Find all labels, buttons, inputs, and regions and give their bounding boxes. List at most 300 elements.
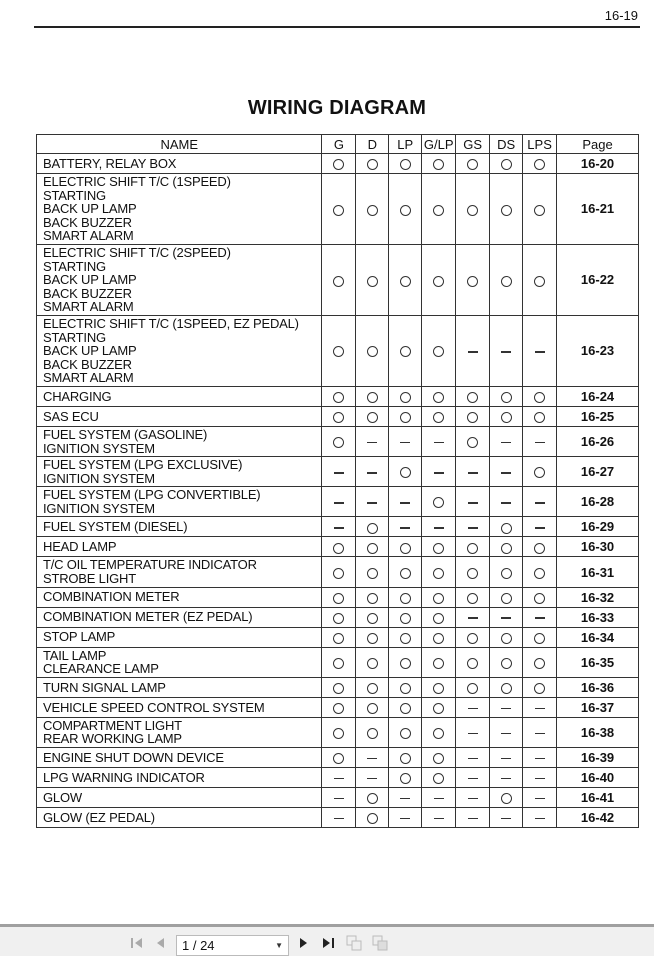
applicability-cell-lps <box>523 587 557 607</box>
applicable-circle-icon <box>467 412 478 423</box>
row-name-line: BACK BUZZER <box>43 285 132 301</box>
applicability-cell-g-lp <box>422 557 456 587</box>
applicable-circle-icon <box>467 543 478 554</box>
applicable-circle-icon <box>433 159 444 170</box>
not-applicable-dash-icon <box>535 778 545 780</box>
applicable-circle-icon <box>433 346 444 357</box>
applicable-circle-icon <box>501 412 512 423</box>
applicable-circle-icon <box>400 467 411 478</box>
not-applicable-dash-icon <box>535 502 545 504</box>
not-applicable-dash-icon <box>535 617 545 619</box>
applicable-circle-icon <box>367 728 378 739</box>
applicability-cell-g <box>322 457 356 487</box>
page-indicator: 1 / 24 <box>182 938 215 953</box>
applicable-circle-icon <box>534 205 545 216</box>
row-name-cell <box>37 647 322 677</box>
not-applicable-dash-icon <box>468 617 478 619</box>
row-name-cell <box>37 315 322 386</box>
row-name-cell <box>37 406 322 426</box>
table-row <box>37 537 639 557</box>
column-header-d: D <box>356 135 389 154</box>
applicable-circle-icon <box>534 276 545 287</box>
applicable-circle-icon <box>433 613 444 624</box>
applicability-cell-d <box>356 386 389 406</box>
applicable-circle-icon <box>433 568 444 579</box>
row-name-line: GLOW (EZ PEDAL) <box>43 809 155 825</box>
applicable-circle-icon <box>333 205 344 216</box>
not-applicable-dash-icon <box>434 442 444 444</box>
applicability-cell-g-lp <box>422 487 456 517</box>
row-name-line: BACK UP LAMP <box>43 343 137 359</box>
applicability-cell-lp <box>389 768 422 788</box>
applicability-cell-lp <box>389 717 422 747</box>
applicable-circle-icon <box>501 658 512 669</box>
not-applicable-dash-icon <box>468 778 478 780</box>
row-name-line: REAR WORKING LAMP <box>43 731 182 747</box>
applicability-cell-ds <box>490 244 523 315</box>
applicability-cell-d <box>356 517 389 537</box>
applicability-cell-g-lp <box>422 386 456 406</box>
applicable-circle-icon <box>367 613 378 624</box>
page-reference-cell: 16-26 <box>557 426 639 456</box>
page-reference-cell: 16-38 <box>557 717 639 747</box>
applicable-circle-icon <box>367 658 378 669</box>
applicability-cell-d <box>356 487 389 517</box>
not-applicable-dash-icon <box>501 502 511 504</box>
applicable-circle-icon <box>433 703 444 714</box>
applicability-cell-d <box>356 788 389 808</box>
applicable-circle-icon <box>467 437 478 448</box>
table-header-row <box>37 135 639 154</box>
applicability-cell-d <box>356 647 389 677</box>
applicable-circle-icon <box>400 683 411 694</box>
row-name-line: TURN SIGNAL LAMP <box>43 679 166 695</box>
applicable-circle-icon <box>433 593 444 604</box>
applicable-circle-icon <box>333 568 344 579</box>
applicable-circle-icon <box>367 813 378 824</box>
column-header-page: Page <box>557 135 639 154</box>
applicability-cell-g-lp <box>422 788 456 808</box>
applicability-cell-g <box>322 748 356 768</box>
rotate-left-icon[interactable] <box>346 935 362 954</box>
not-applicable-dash-icon <box>535 733 545 735</box>
applicability-cell-gs <box>456 647 490 677</box>
wiring-diagram-table <box>36 134 639 828</box>
applicability-cell-g-lp <box>422 697 456 717</box>
applicable-circle-icon <box>501 159 512 170</box>
applicable-circle-icon <box>367 568 378 579</box>
not-applicable-dash-icon <box>468 351 478 353</box>
applicability-cell-gs <box>456 607 490 627</box>
page-reference-cell: 16-41 <box>557 788 639 808</box>
row-name-cell <box>37 557 322 587</box>
applicability-cell-d <box>356 174 389 245</box>
applicable-circle-icon <box>467 683 478 694</box>
page-reference-cell: 16-20 <box>557 154 639 174</box>
applicable-circle-icon <box>367 412 378 423</box>
applicable-circle-icon <box>400 633 411 644</box>
not-applicable-dash-icon <box>501 351 511 353</box>
row-name-line: ELECTRIC SHIFT T/C (1SPEED, EZ PEDAL) <box>43 315 299 331</box>
applicability-cell-ds <box>490 315 523 386</box>
applicability-cell-lps <box>523 315 557 386</box>
applicability-cell-ds <box>490 457 523 487</box>
applicability-cell-g <box>322 154 356 174</box>
applicability-cell-gs <box>456 748 490 768</box>
applicable-circle-icon <box>367 392 378 403</box>
applicability-cell-ds <box>490 717 523 747</box>
applicability-cell-lps <box>523 677 557 697</box>
not-applicable-dash-icon <box>367 472 377 474</box>
header-rule <box>34 26 640 28</box>
column-header-lps: LPS <box>523 135 557 154</box>
applicability-cell-g <box>322 808 356 828</box>
not-applicable-dash-icon <box>434 472 444 474</box>
applicability-cell-lps <box>523 154 557 174</box>
applicable-circle-icon <box>367 346 378 357</box>
row-name-line: COMBINATION METER <box>43 589 180 605</box>
applicable-circle-icon <box>400 593 411 604</box>
page-reference-cell: 16-34 <box>557 627 639 647</box>
applicability-cell-gs <box>456 677 490 697</box>
applicability-cell-g <box>322 174 356 245</box>
column-header-gs: GS <box>456 135 490 154</box>
applicability-cell-g <box>322 587 356 607</box>
row-name-cell <box>37 748 322 768</box>
not-applicable-dash-icon <box>367 442 377 444</box>
applicable-circle-icon <box>467 593 478 604</box>
applicability-cell-ds <box>490 587 523 607</box>
not-applicable-dash-icon <box>501 778 511 780</box>
applicability-cell-lp <box>389 174 422 245</box>
not-applicable-dash-icon <box>535 758 545 760</box>
applicability-cell-g-lp <box>422 607 456 627</box>
applicability-cell-lps <box>523 808 557 828</box>
not-applicable-dash-icon <box>334 502 344 504</box>
previous-page-icon[interactable] <box>155 937 165 952</box>
applicable-circle-icon <box>501 276 512 287</box>
document-title: WIRING DIAGRAM <box>247 97 427 119</box>
applicability-cell-g <box>322 244 356 315</box>
applicability-cell-d <box>356 607 389 627</box>
page-reference-cell: 16-21 <box>557 174 639 245</box>
applicable-circle-icon <box>501 793 512 804</box>
applicability-cell-g-lp <box>422 748 456 768</box>
row-name-line: COMBINATION METER (EZ PEDAL) <box>43 609 253 625</box>
applicable-circle-icon <box>400 613 411 624</box>
chevron-down-icon: ▼ <box>275 941 283 950</box>
applicability-cell-ds <box>490 748 523 768</box>
applicable-circle-icon <box>333 658 344 669</box>
table-row <box>37 244 639 315</box>
applicable-circle-icon <box>400 658 411 669</box>
applicability-cell-lps <box>523 647 557 677</box>
not-applicable-dash-icon <box>535 798 545 800</box>
row-name-line: FUEL SYSTEM (DIESEL) <box>43 519 188 535</box>
applicable-circle-icon <box>333 543 344 554</box>
row-name-cell <box>37 788 322 808</box>
applicability-cell-d <box>356 587 389 607</box>
applicable-circle-icon <box>467 205 478 216</box>
applicable-circle-icon <box>333 728 344 739</box>
applicability-cell-g <box>322 627 356 647</box>
not-applicable-dash-icon <box>501 818 511 820</box>
row-name-cell <box>37 768 322 788</box>
row-name-line: ELECTRIC SHIFT T/C (2SPEED) <box>43 244 231 260</box>
applicability-cell-lp <box>389 517 422 537</box>
applicable-circle-icon <box>367 276 378 287</box>
applicable-circle-icon <box>400 773 411 784</box>
applicability-cell-gs <box>456 557 490 587</box>
next-page-icon[interactable] <box>299 937 309 952</box>
page-reference-cell: 16-33 <box>557 607 639 627</box>
row-name-line: IGNITION SYSTEM <box>43 440 155 456</box>
applicability-cell-gs <box>456 315 490 386</box>
applicability-cell-g-lp <box>422 587 456 607</box>
applicability-cell-ds <box>490 627 523 647</box>
not-applicable-dash-icon <box>535 351 545 353</box>
page-reference-cell: 16-40 <box>557 768 639 788</box>
applicability-cell-lps <box>523 244 557 315</box>
applicable-circle-icon <box>501 633 512 644</box>
row-name-cell <box>37 154 322 174</box>
row-name-line: ELECTRIC SHIFT T/C (1SPEED) <box>43 174 231 189</box>
table-row <box>37 557 639 587</box>
applicability-cell-ds <box>490 174 523 245</box>
applicable-circle-icon <box>467 276 478 287</box>
applicability-cell-d <box>356 154 389 174</box>
pdf-viewer-toolbar <box>0 924 654 956</box>
applicability-cell-g-lp <box>422 406 456 426</box>
applicable-circle-icon <box>333 633 344 644</box>
applicability-cell-lps <box>523 768 557 788</box>
page-reference-cell: 16-31 <box>557 557 639 587</box>
table-row <box>37 788 639 808</box>
not-applicable-dash-icon <box>367 778 377 780</box>
applicable-circle-icon <box>333 753 344 764</box>
row-name-cell <box>37 457 322 487</box>
applicability-cell-g <box>322 487 356 517</box>
rotate-right-icon[interactable] <box>372 935 388 954</box>
applicable-circle-icon <box>333 346 344 357</box>
row-name-cell <box>37 627 322 647</box>
applicability-cell-g <box>322 717 356 747</box>
row-name-cell <box>37 717 322 747</box>
row-name-line: LPG WARNING INDICATOR <box>43 769 205 785</box>
applicability-cell-gs <box>456 587 490 607</box>
applicable-circle-icon <box>433 728 444 739</box>
row-name-line: FUEL SYSTEM (GASOLINE) <box>43 426 208 442</box>
applicability-cell-ds <box>490 426 523 456</box>
applicable-circle-icon <box>367 703 378 714</box>
not-applicable-dash-icon <box>468 758 478 760</box>
applicability-cell-g-lp <box>422 537 456 557</box>
not-applicable-dash-icon <box>400 798 410 800</box>
applicability-cell-lp <box>389 697 422 717</box>
applicability-cell-g <box>322 768 356 788</box>
table-row <box>37 627 639 647</box>
last-page-icon[interactable] <box>322 937 336 952</box>
applicable-circle-icon <box>400 753 411 764</box>
not-applicable-dash-icon <box>367 758 377 760</box>
row-name-line: COMPARTMENT LIGHT <box>43 717 182 733</box>
page-reference-cell: 16-22 <box>557 244 639 315</box>
applicability-cell-g-lp <box>422 647 456 677</box>
applicability-cell-lp <box>389 154 422 174</box>
applicability-cell-lps <box>523 406 557 426</box>
row-name-line: SMART ALARM <box>43 228 134 244</box>
table-row <box>37 315 639 386</box>
applicable-circle-icon <box>433 276 444 287</box>
not-applicable-dash-icon <box>367 502 377 504</box>
applicable-circle-icon <box>534 568 545 579</box>
applicability-cell-ds <box>490 406 523 426</box>
row-name-line: TAIL LAMP <box>43 647 107 663</box>
applicability-cell-lps <box>523 457 557 487</box>
applicability-cell-lps <box>523 748 557 768</box>
applicable-circle-icon <box>501 683 512 694</box>
row-name-line: STROBE LIGHT <box>43 571 136 587</box>
applicability-cell-g-lp <box>422 174 456 245</box>
first-page-icon[interactable] <box>130 937 144 952</box>
applicable-circle-icon <box>534 159 545 170</box>
row-name-cell <box>37 426 322 456</box>
row-name-cell <box>37 244 322 315</box>
applicability-cell-lp <box>389 244 422 315</box>
row-name-cell <box>37 677 322 697</box>
page-reference-cell: 16-25 <box>557 406 639 426</box>
row-name-cell <box>37 587 322 607</box>
applicability-cell-lp <box>389 677 422 697</box>
applicability-cell-gs <box>456 426 490 456</box>
applicable-circle-icon <box>333 392 344 403</box>
column-header-g: G <box>322 135 356 154</box>
page-reference-cell: 16-24 <box>557 386 639 406</box>
not-applicable-dash-icon <box>501 758 511 760</box>
applicability-cell-g <box>322 386 356 406</box>
applicability-cell-lps <box>523 717 557 747</box>
applicable-circle-icon <box>467 392 478 403</box>
row-name-line: BACK UP LAMP <box>43 201 137 217</box>
applicability-cell-d <box>356 244 389 315</box>
not-applicable-dash-icon <box>468 733 478 735</box>
applicable-circle-icon <box>433 392 444 403</box>
applicable-circle-icon <box>433 497 444 508</box>
applicable-circle-icon <box>501 543 512 554</box>
applicable-circle-icon <box>400 703 411 714</box>
applicability-cell-gs <box>456 386 490 406</box>
row-name-line: FUEL SYSTEM (LPG EXCLUSIVE) <box>43 457 243 473</box>
not-applicable-dash-icon <box>334 472 344 474</box>
applicability-cell-lp <box>389 627 422 647</box>
applicability-cell-ds <box>490 808 523 828</box>
applicability-cell-lp <box>389 487 422 517</box>
applicability-cell-g-lp <box>422 244 456 315</box>
not-applicable-dash-icon <box>400 502 410 504</box>
table-row <box>37 717 639 747</box>
not-applicable-dash-icon <box>501 733 511 735</box>
applicability-cell-d <box>356 768 389 788</box>
row-name-line: STOP LAMP <box>43 629 116 645</box>
applicability-cell-g <box>322 607 356 627</box>
applicability-cell-ds <box>490 386 523 406</box>
table-row <box>37 517 639 537</box>
applicability-cell-lp <box>389 788 422 808</box>
applicability-cell-g <box>322 557 356 587</box>
column-header-lp: LP <box>389 135 422 154</box>
page-reference-cell: 16-23 <box>557 315 639 386</box>
row-name-line: IGNITION SYSTEM <box>43 500 155 516</box>
applicable-circle-icon <box>534 658 545 669</box>
not-applicable-dash-icon <box>535 818 545 820</box>
not-applicable-dash-icon <box>468 502 478 504</box>
row-name-cell <box>37 808 322 828</box>
applicability-cell-gs <box>456 717 490 747</box>
applicability-cell-lps <box>523 386 557 406</box>
row-name-line: SAS ECU <box>43 408 99 424</box>
applicable-circle-icon <box>400 205 411 216</box>
table-row <box>37 487 639 517</box>
page-reference-cell: 16-42 <box>557 808 639 828</box>
applicability-cell-lp <box>389 587 422 607</box>
row-name-line: ENGINE SHUT DOWN DEVICE <box>43 749 224 765</box>
applicable-circle-icon <box>333 613 344 624</box>
applicable-circle-icon <box>501 593 512 604</box>
page-reference-cell: 16-32 <box>557 587 639 607</box>
applicability-cell-g <box>322 677 356 697</box>
applicable-circle-icon <box>367 593 378 604</box>
applicability-cell-g <box>322 426 356 456</box>
page-reference-cell: 16-37 <box>557 697 639 717</box>
applicability-cell-g-lp <box>422 717 456 747</box>
applicable-circle-icon <box>400 276 411 287</box>
applicability-cell-gs <box>456 174 490 245</box>
applicability-cell-d <box>356 697 389 717</box>
applicability-cell-lps <box>523 627 557 647</box>
row-name-line: FUEL SYSTEM (LPG CONVERTIBLE) <box>43 487 261 503</box>
row-name-cell <box>37 537 322 557</box>
table-row <box>37 768 639 788</box>
table-row <box>37 677 639 697</box>
applicable-circle-icon <box>534 392 545 403</box>
row-name-cell <box>37 174 322 245</box>
applicability-cell-lp <box>389 748 422 768</box>
applicable-circle-icon <box>400 543 411 554</box>
row-name-line: GLOW <box>43 789 82 805</box>
applicability-cell-d <box>356 426 389 456</box>
not-applicable-dash-icon <box>334 798 344 800</box>
applicability-cell-ds <box>490 768 523 788</box>
applicability-cell-lps <box>523 174 557 245</box>
applicability-cell-ds <box>490 487 523 517</box>
row-name-line: VEHICLE SPEED CONTROL SYSTEM <box>43 699 265 715</box>
table-row <box>37 647 639 677</box>
not-applicable-dash-icon <box>468 818 478 820</box>
applicable-circle-icon <box>367 683 378 694</box>
applicability-cell-ds <box>490 677 523 697</box>
page-reference-cell: 16-27 <box>557 457 639 487</box>
not-applicable-dash-icon <box>535 527 545 529</box>
applicability-cell-lps <box>523 487 557 517</box>
not-applicable-dash-icon <box>501 617 511 619</box>
applicable-circle-icon <box>433 658 444 669</box>
applicability-cell-d <box>356 627 389 647</box>
applicability-cell-ds <box>490 697 523 717</box>
applicable-circle-icon <box>333 593 344 604</box>
not-applicable-dash-icon <box>434 527 444 529</box>
applicability-cell-gs <box>456 627 490 647</box>
applicable-circle-icon <box>501 568 512 579</box>
